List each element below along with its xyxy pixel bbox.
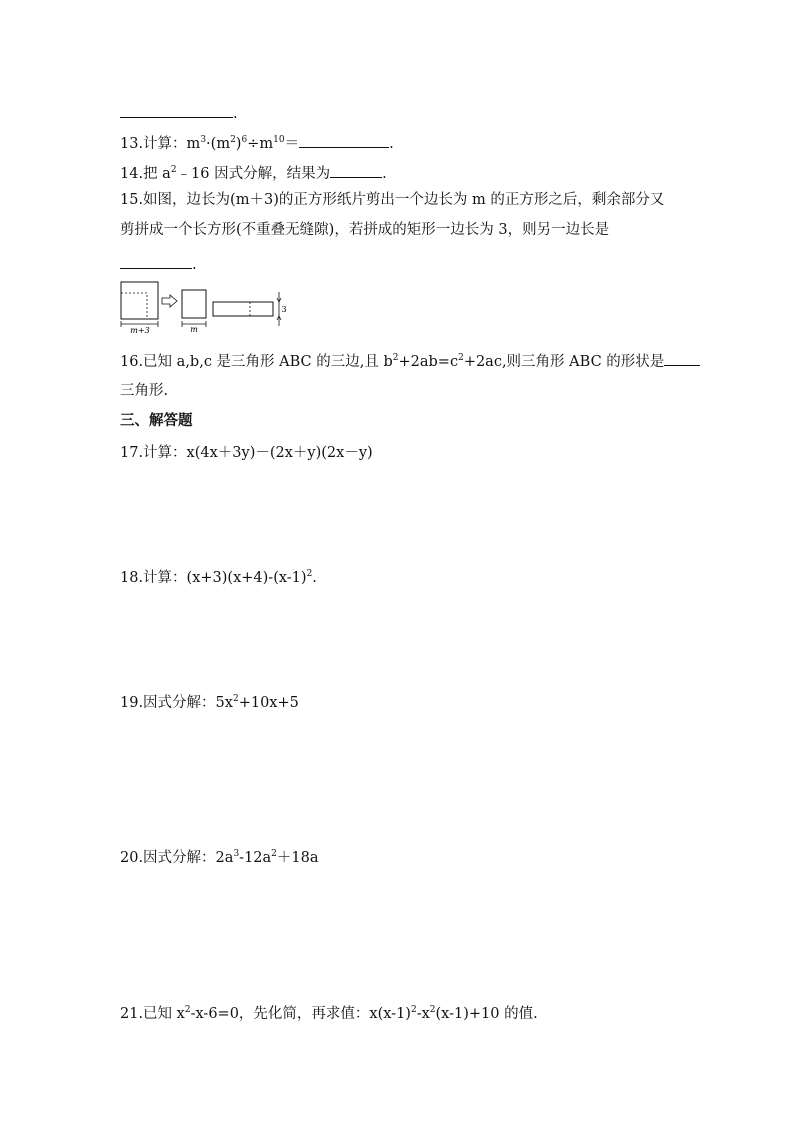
cut-line [121,293,147,319]
question-20: 20.因式分解：$2a^3-12a^2+18a$ [120,849,319,866]
q13-blank [299,133,389,148]
rectangle-side-label: 3 [281,305,287,314]
q14-blank [330,163,382,178]
question-19: 19.因式分解：$5x^2+10x+5$ [120,694,299,711]
small-square-label: m [190,325,198,334]
question-17: 17.计算：x(4x＋3y)－(2x＋y)(2x－y) [120,445,373,461]
question-13: 13.计算：$m^3\cdot(m^2)^6\div m^{10}=$ . [120,135,394,152]
question-18: 18.计算：$(x+3)(x+4)-(x-1)^2$. [120,569,317,586]
q16-blank [664,351,700,366]
question-15-line-1: 15.如图，边长为(m＋3)的正方形纸片剪出一个边长为 m 的正方形之后，剩余部分又 [120,192,665,208]
small-square [182,290,206,318]
q12-blank [120,103,233,118]
q12-answer-line: . [120,103,238,124]
q15-answer-line: . [120,254,197,275]
question-21: 21.已知 $x^2-x-6=0$，先化简，再求值：$x(x-1)^2-x^2(x-1)+10$ 的值. [120,1005,538,1022]
section-3-heading: 三、解答题 [120,412,193,429]
square-cutting-figure [120,280,290,335]
question-16-line-2: 三角形. [120,383,169,399]
big-square-label: m+3 [130,326,150,335]
question-15-line-2: 剪拼成一个长方形(不重叠无缝隙)，若拼成的矩形一边长为 3，则另一边长是 [120,222,610,238]
arrow-right-icon [162,295,177,307]
big-square [121,282,158,319]
q15-blank [120,254,192,269]
long-rectangle [213,302,273,316]
question-16-line-1: 16.已知 a,b,c 是三角形 ABC 的三边,且 $b^2+2ab=c^2+2ac$,则三角形 ABC 的形状是 [120,351,700,372]
question-14: 14.把 $a^2﹣16$ 因式分解，结果为 . [120,165,387,182]
